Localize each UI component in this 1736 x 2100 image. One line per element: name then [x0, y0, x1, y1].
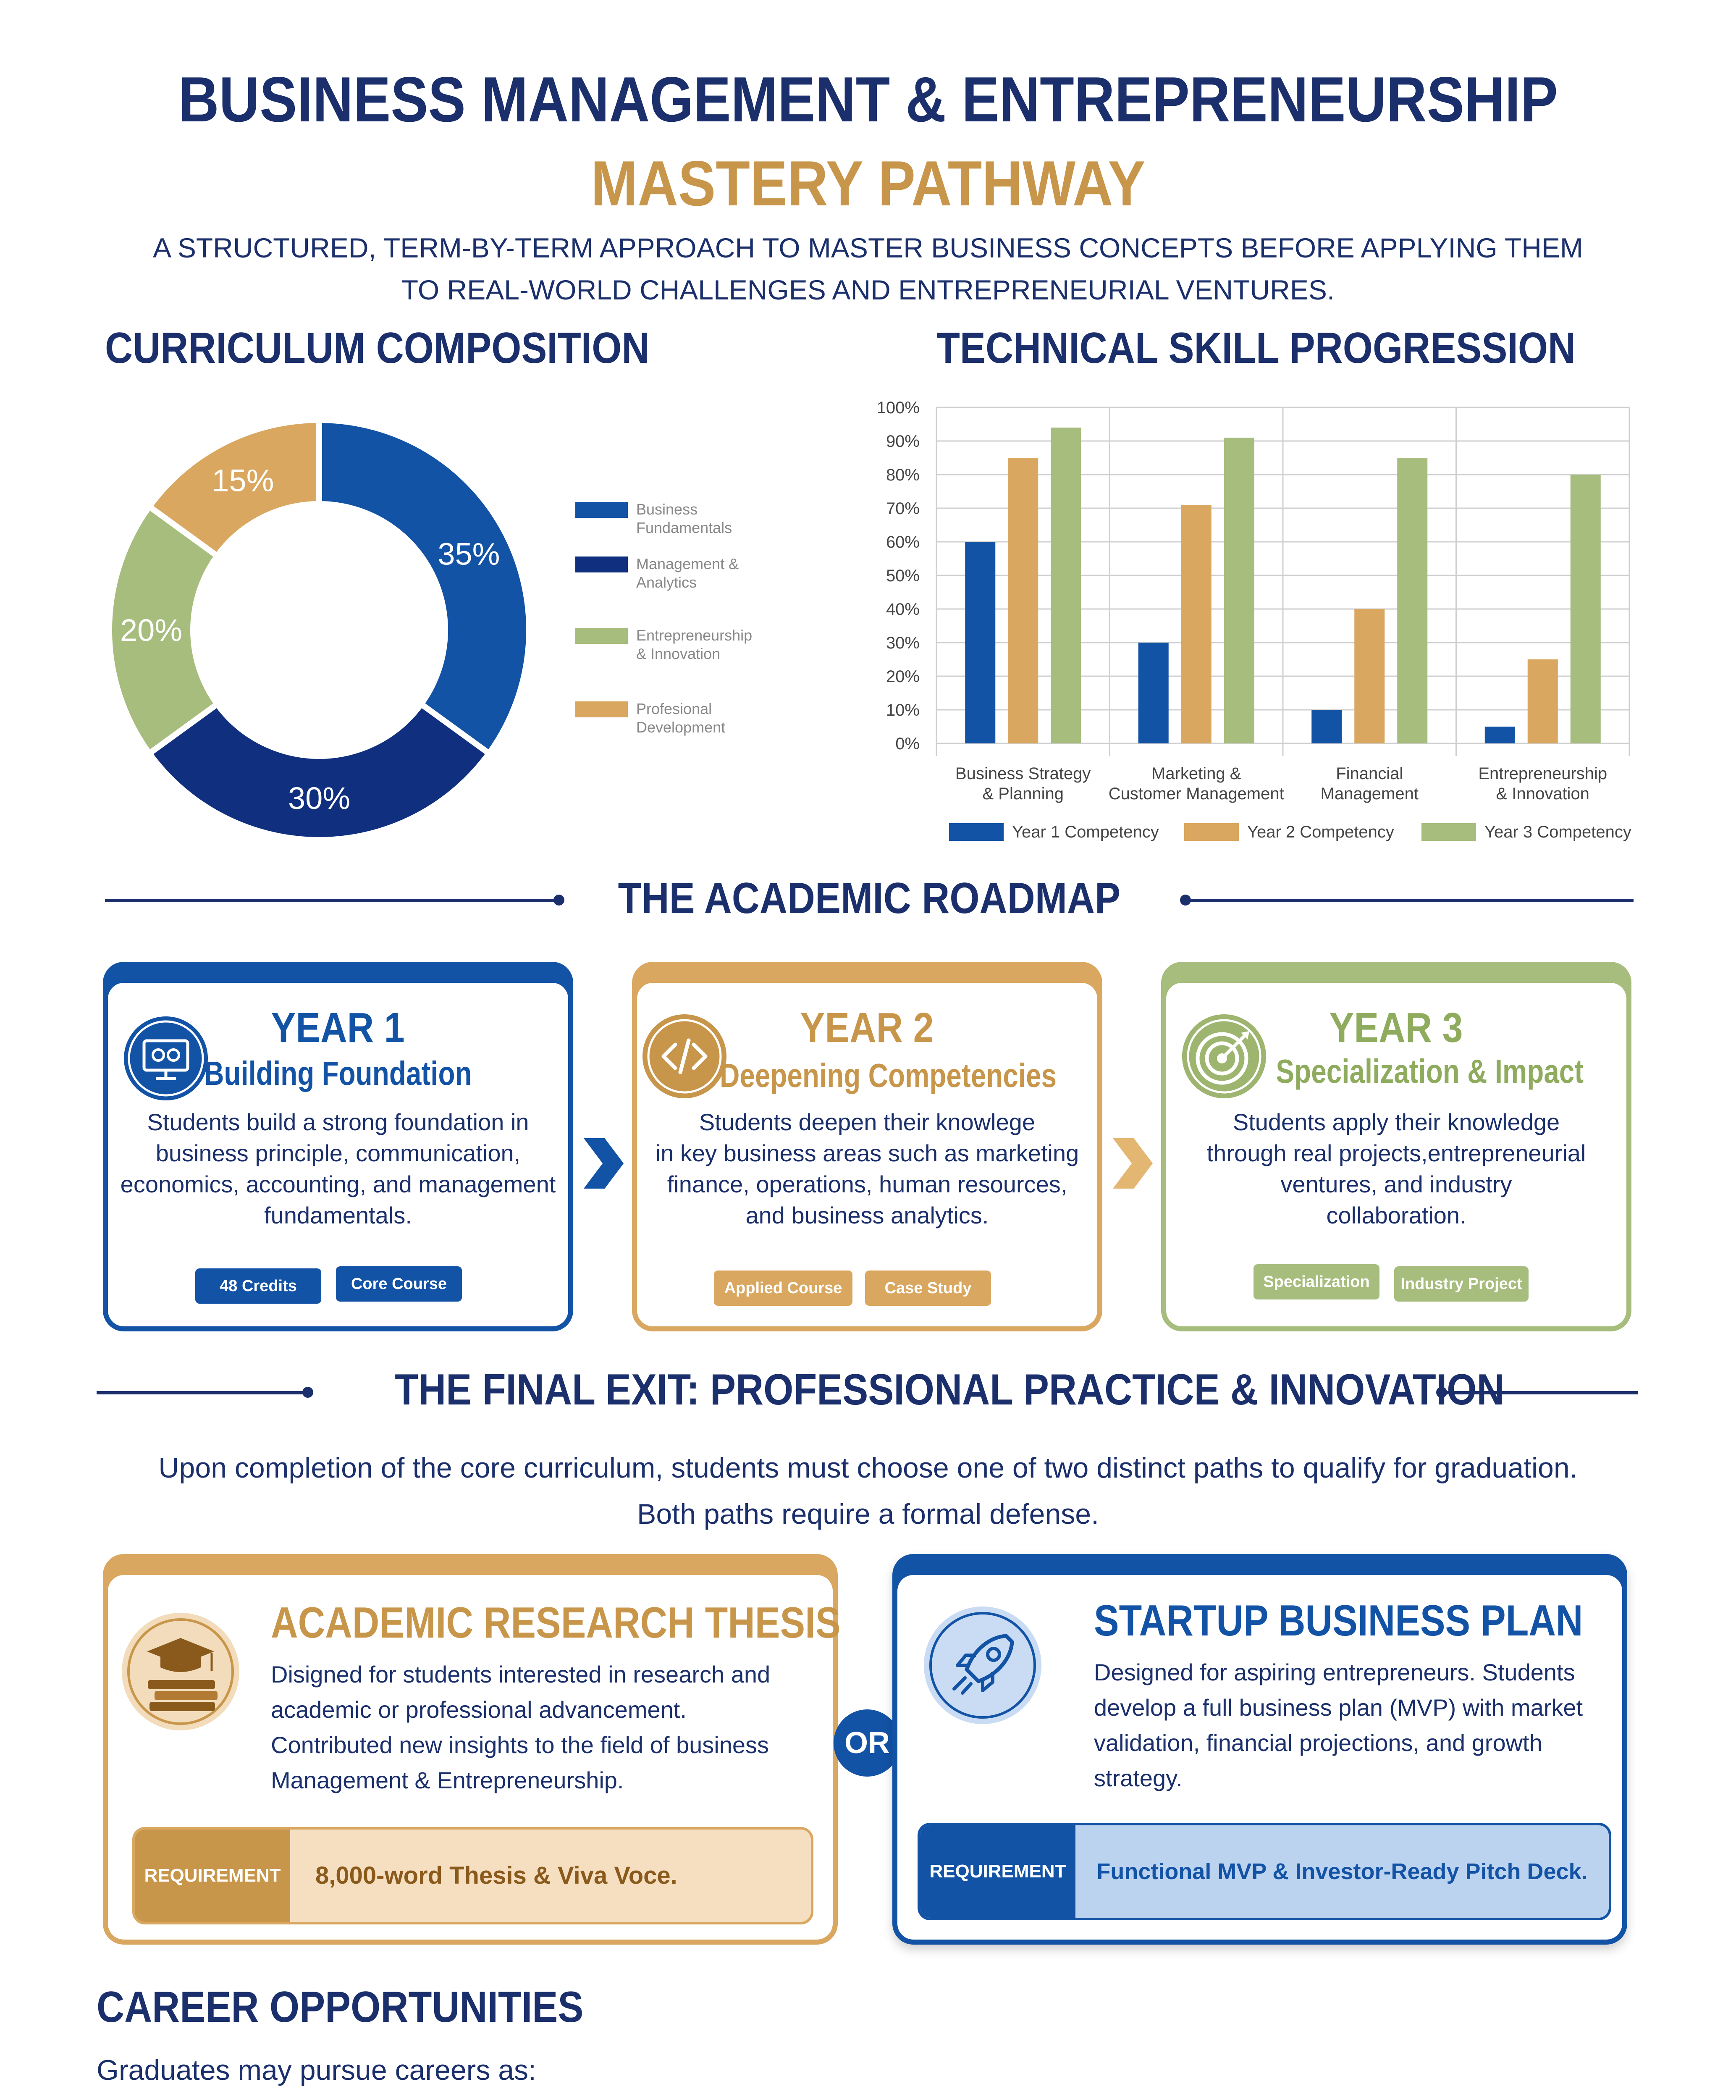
y-tick-label: 80%: [886, 466, 920, 484]
careers-intro: Graduates may pursue careers as:: [97, 2054, 536, 2086]
legend-label: Year 2 Competency: [1247, 823, 1394, 841]
page-title: BUSINESS MANAGEMENT & ENTREPRENEURSHIP: [178, 64, 1558, 135]
x-tick-label: & Innovation: [1496, 785, 1589, 803]
x-tick-label: & Planning: [982, 785, 1064, 803]
startup-card: [892, 1554, 1627, 1945]
year-label: YEAR 1: [271, 1004, 405, 1051]
tag-case-study: Case Study: [865, 1270, 991, 1306]
legend-swatch: [575, 556, 628, 572]
bar: [1354, 609, 1385, 743]
requirement-label: REQUIREMENT: [135, 1830, 290, 1922]
legend-label: Entrepreneurship & Innovation: [636, 627, 753, 662]
year-description: Students deepen their knowlege in key business areas such as marketing finance, operations, human resources, and business analytics.: [655, 1109, 1079, 1228]
slice-label: 20%: [120, 613, 183, 648]
legend-swatch: [1184, 823, 1239, 841]
path-title: ACADEMIC RESEARCH THESIS: [271, 1599, 841, 1647]
bar: [1311, 710, 1342, 743]
final-exit-intro: Upon completion of the core curriculum, students must choose one of two distinct paths to qualify for graduation. Both paths require a formal defense.: [158, 1452, 1578, 1530]
y-tick-label: 10%: [886, 701, 920, 719]
y-tick-label: 90%: [886, 432, 920, 451]
bar: [1008, 458, 1038, 743]
legend-label: Year 3 Competency: [1484, 823, 1631, 841]
tag-industry-project: Industry Project: [1394, 1266, 1529, 1302]
requirement-box: [132, 1827, 813, 1924]
graduation-cap-books-icon: [122, 1613, 239, 1730]
thesis-card: [103, 1554, 841, 1945]
careers-title: CAREER OPPORTUNITIES: [97, 1983, 584, 2032]
y-tick-label: 30%: [886, 634, 920, 652]
roadmap-title: THE ACADEMIC ROADMAP: [618, 874, 1121, 923]
year-description: Students build a strong foundation in business principle, communication, economics, accounting, and management fundamentals.: [120, 1109, 556, 1228]
divider-line: [1188, 899, 1634, 902]
divider-line: [105, 899, 559, 902]
description-line: A STRUCTURED, TERM-BY-TERM APPROACH TO MASTER BUSINESS CONCEPTS BEFORE APPLYING THEM: [153, 232, 1583, 263]
path-description: Disigned for students interested in research and academic or professional advancement. Contributed new insights to the field of business Management & Entrepreneurship.: [271, 1661, 771, 1793]
slice-label: 30%: [288, 781, 351, 816]
tag-specialization: Specialization: [1253, 1264, 1379, 1299]
year-description: Students apply their knowledge through real projects,entrepreneurial ventures, and industry collaboration.: [1206, 1109, 1586, 1228]
final-exit-title: THE FINAL EXIT: PROFESSIONAL PRACTICE & INNOVATION: [395, 1365, 1505, 1414]
requirement-box: [918, 1823, 1611, 1920]
year-label: YEAR 3: [1330, 1004, 1463, 1051]
year2-card: [632, 962, 1102, 1331]
year1-card: [103, 962, 573, 1331]
path-title: STARTUP BUSINESS PLAN: [1094, 1596, 1583, 1645]
bar: [1528, 659, 1558, 743]
chevron-right-icon: [580, 1134, 626, 1193]
curriculum-title: CURRICULUM COMPOSITION: [105, 324, 650, 373]
year-subtitle: Deepening Competencies: [720, 1057, 1057, 1094]
legend-swatch: [575, 502, 628, 518]
year-subtitle: Building Foundation: [204, 1055, 472, 1092]
y-tick-label: 100%: [876, 399, 920, 417]
bar: [1571, 475, 1601, 743]
y-tick-label: 40%: [886, 600, 920, 619]
tag-core-course: Core Course: [336, 1266, 462, 1302]
or-badge: OR: [834, 1709, 901, 1777]
tag-applied-course: Applied Course: [714, 1270, 852, 1306]
bar: [1051, 428, 1081, 743]
legend-label: Profesional Development: [636, 700, 726, 736]
y-tick-label: 20%: [886, 667, 920, 686]
legend-swatch: [575, 628, 628, 644]
bar: [1485, 727, 1515, 743]
tag-credits: 48 Credits: [195, 1268, 321, 1304]
requirement-label: REQUIREMENT: [920, 1825, 1075, 1918]
path-description: Designed for aspiring entrepreneurs. Students develop a full business plan (MVP) with market validation, financial projections, and growth strategy.: [1094, 1659, 1583, 1791]
divider-line: [97, 1391, 307, 1394]
slice-label: 15%: [212, 463, 274, 498]
description-line: TO REAL-WORLD CHALLENGES AND ENTREPRENEURIAL VENTURES.: [401, 274, 1335, 305]
bar: [965, 542, 995, 743]
legend-label: Business Fundamentals: [636, 501, 732, 536]
x-tick-label: Marketing &: [1151, 764, 1241, 783]
x-tick-label: Management: [1320, 785, 1419, 803]
legend-label: Management & Analytics: [636, 555, 739, 591]
page-subtitle-title: MASTERY PATHWAY: [590, 148, 1146, 219]
bar: [1397, 458, 1427, 743]
legend-swatch: [1421, 823, 1476, 841]
x-tick-label: Customer Management: [1108, 785, 1284, 803]
bar: [1224, 438, 1254, 743]
legend-swatch: [575, 701, 628, 717]
y-tick-label: 0%: [895, 735, 920, 753]
skill-progression-bar-chart: [848, 395, 1671, 857]
curriculum-donut-chart: [92, 403, 563, 857]
x-tick-label: Entrepreneurship: [1478, 764, 1608, 783]
slice-label: 35%: [438, 536, 500, 572]
requirement-value: 8,000-word Thesis & Viva Voce.: [315, 1862, 677, 1889]
year3-card: [1161, 962, 1631, 1331]
y-tick-label: 60%: [886, 533, 920, 551]
year-subtitle: Specialization & Impact: [1276, 1053, 1584, 1090]
chevron-right-icon: [1109, 1134, 1155, 1193]
page-description: [118, 227, 1618, 311]
bar: [1138, 643, 1169, 743]
y-tick-label: 70%: [886, 499, 920, 518]
divider-dot: [302, 1387, 313, 1398]
x-tick-label: Business Strategy: [955, 764, 1091, 783]
requirement-value: Functional MVP & Investor-Ready Pitch Deck.: [1096, 1859, 1588, 1884]
x-tick-label: Financial: [1336, 764, 1403, 783]
legend-swatch: [949, 823, 1004, 841]
bar: [1181, 505, 1212, 743]
year-label: YEAR 2: [800, 1004, 934, 1051]
y-tick-label: 50%: [886, 567, 920, 585]
donut-slice: [149, 704, 489, 840]
rocket-icon: [924, 1606, 1041, 1724]
skills-title: TECHNICAL SKILL PROGRESSION: [936, 324, 1576, 373]
legend-label: Year 1 Competency: [1012, 823, 1159, 841]
